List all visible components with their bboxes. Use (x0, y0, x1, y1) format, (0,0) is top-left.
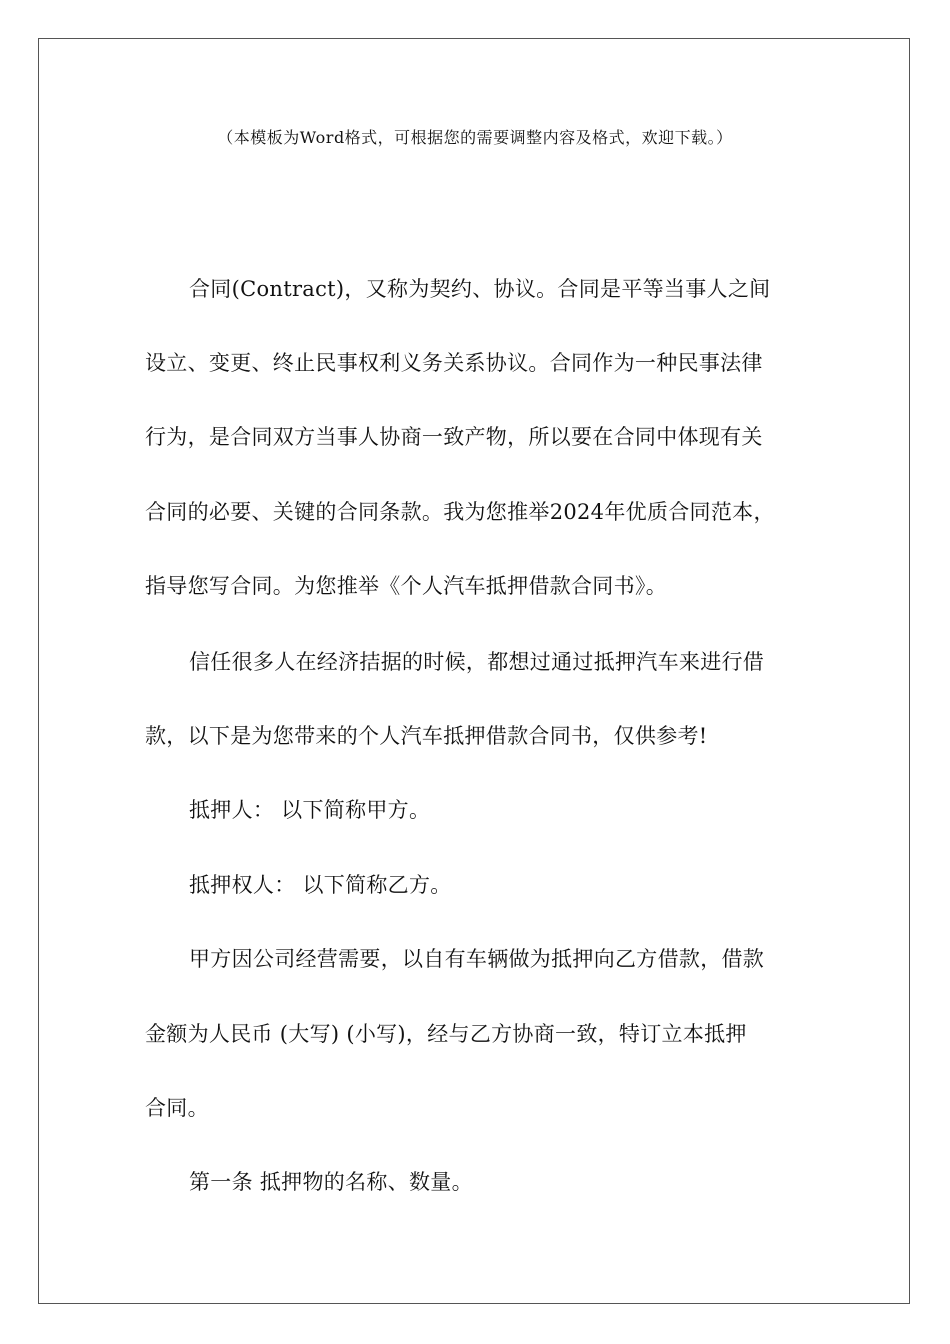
paragraph-line: 信任很多人在经济拮据的时候，都想过通过抵押汽车来进行借 (189, 650, 765, 674)
paragraph-line: 金额为人民币 (大写) (小写)，经与乙方协商一致，特订立本抵押 (145, 1022, 747, 1046)
paragraph-line: 设立、变更、终止民事权利义务关系协议。合同作为一种民事法律 (145, 351, 763, 375)
paragraph-line: 行为，是合同双方当事人协商一致产物，所以要在合同中体现有关 (145, 425, 763, 449)
paragraph-line: 款，以下是为您带来的个人汽车抵押借款合同书，仅供参考! (145, 724, 708, 748)
paragraph-line: 甲方因公司经营需要，以自有车辆做为抵押向乙方借款，借款 (189, 947, 765, 971)
template-note: （本模板为Word格式，可根据您的需要调整内容及格式，欢迎下载。） (217, 128, 733, 147)
mortgagor-line: 抵押人： 以下简称甲方。 (189, 798, 431, 822)
paragraph-line: 合同。 (145, 1096, 209, 1120)
mortgagee-line: 抵押权人： 以下简称乙方。 (189, 873, 452, 897)
paragraph-line: 合同(Contract)，又称为契约、协议。合同是平等当事人之间 (189, 277, 771, 301)
paragraph-line: 指导您写合同。为您推举《个人汽车抵押借款合同书》。 (145, 574, 667, 598)
paragraph-line: 合同的必要、关键的合同条款。我为您推举2024年优质合同范本， (145, 500, 775, 524)
article-heading: 第一条 抵押物的名称、数量。 (189, 1170, 473, 1194)
